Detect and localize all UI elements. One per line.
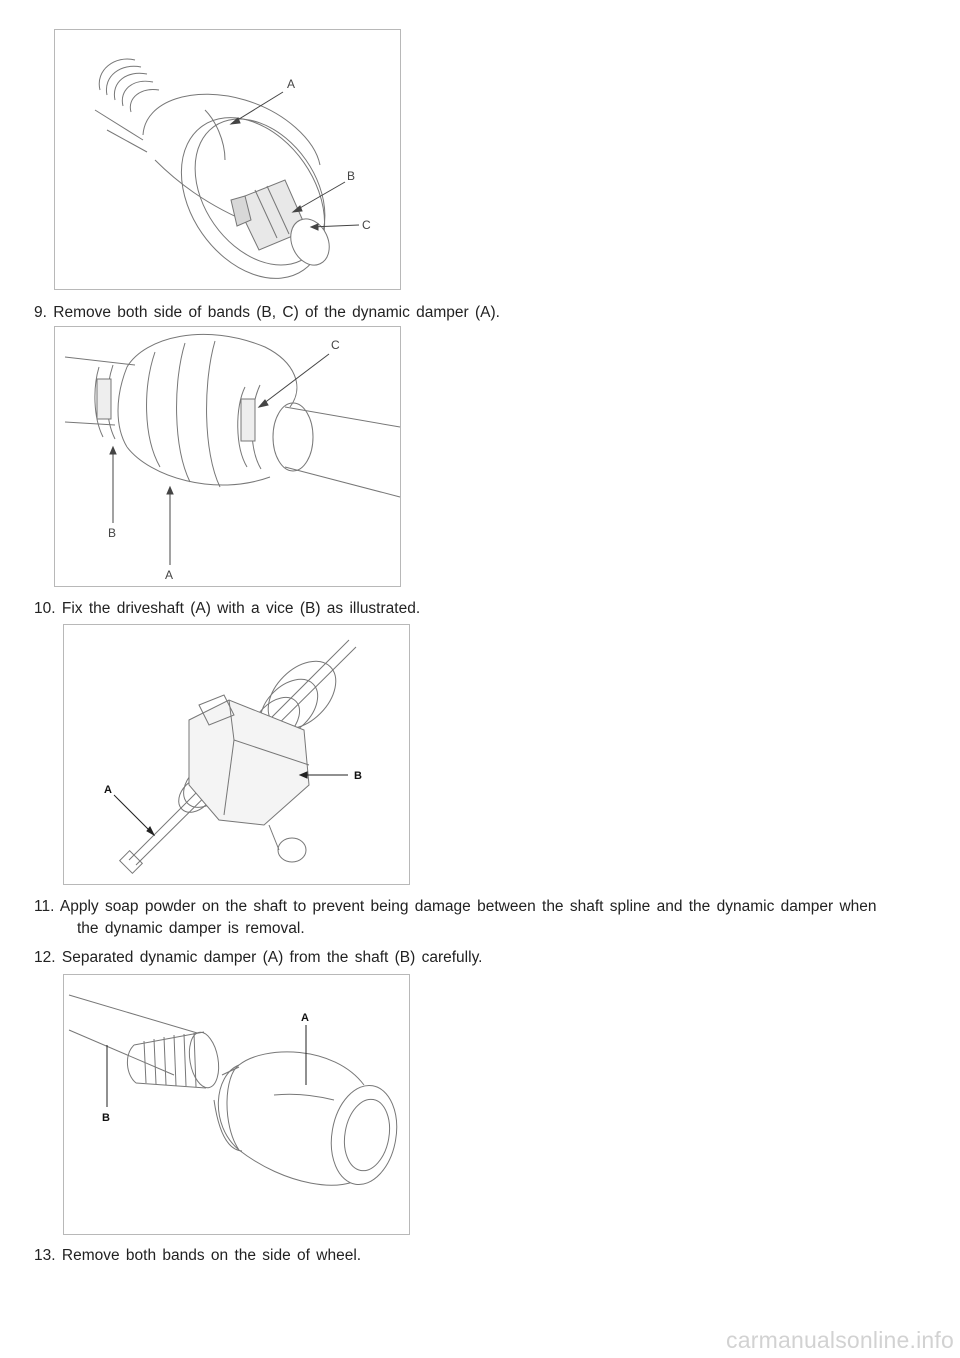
step-number: 9. (34, 304, 47, 321)
step-text: the dynamic damper is removal. (77, 920, 305, 937)
figure-damper-on-shaft (54, 326, 401, 587)
step-11-continued (77, 919, 305, 939)
fig2-label-a: A (165, 568, 174, 582)
figure-damper-bands (54, 29, 401, 290)
figure-damper-separated (63, 974, 410, 1235)
fig4-label-a: A (301, 1012, 309, 1024)
fig1-label-a: A (287, 77, 296, 91)
step-9 (34, 303, 500, 323)
step-text: Remove both bands on the side of wheel. (61, 1247, 362, 1264)
fig1-label-b: B (347, 169, 356, 183)
step-text: Apply soap powder on the shaft to prevent being damage between the shaft spline and the dynamic damper when (59, 898, 877, 915)
step-10 (34, 599, 420, 619)
fig3-label-a: A (104, 784, 112, 796)
step-12 (34, 948, 482, 968)
step-text: Remove both side of bands (B, C) of the dynamic damper (A). (53, 304, 500, 321)
fig2-label-c: C (331, 338, 340, 352)
step-11 (34, 897, 929, 917)
step-text: Separated dynamic damper (A) from the shaft (B) carefully. (61, 949, 483, 966)
fig3-label-b: B (354, 770, 362, 782)
step-number: 12. (34, 949, 56, 966)
watermark: carmanualsonline.info (726, 1327, 954, 1353)
step-13 (34, 1246, 361, 1266)
step-number: 11. (34, 898, 55, 915)
fig4-label-b: B (102, 1112, 110, 1124)
fig2-label-b: B (108, 526, 117, 540)
fig1-label-c: C (362, 218, 371, 232)
step-text: Fix the driveshaft (A) with a vice (B) as illustrated. (61, 600, 421, 617)
figure-driveshaft-vice (63, 624, 410, 885)
step-number: 13. (34, 1247, 56, 1264)
step-number: 10. (34, 600, 56, 617)
